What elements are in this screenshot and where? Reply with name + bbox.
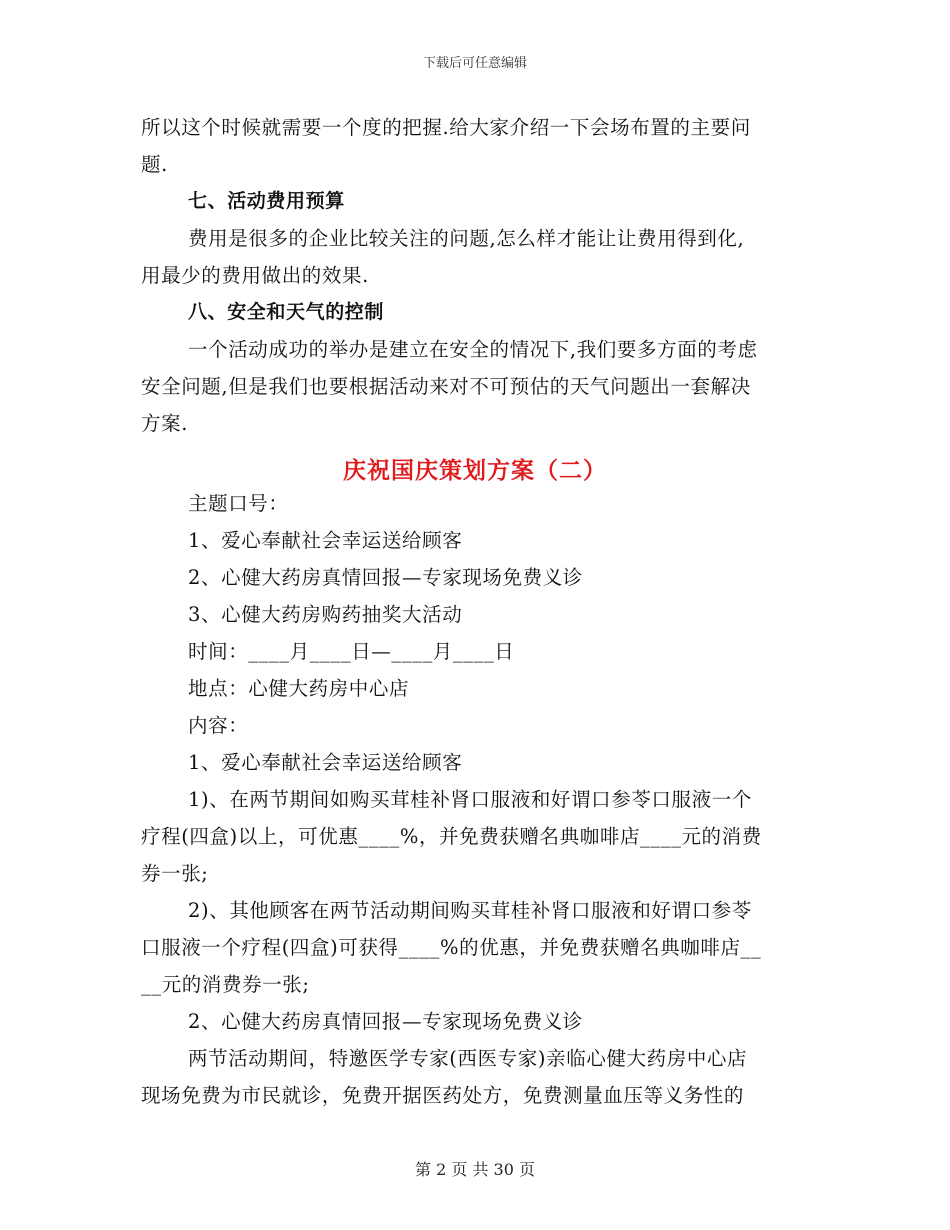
paragraph-line: 疗程(四盒)以上，可优惠____%，并免费获赠名典咖啡店____元的消费 (141, 825, 762, 848)
section-heading-safety: 八、安全和天气的控制 (188, 301, 385, 323)
document-title: 庆祝国庆策划方案（二） (343, 458, 607, 484)
event-time: 时间：____月____日—____月____日 (188, 640, 515, 663)
content-heading: 1、爱心奉献社会幸运送给顾客 (188, 751, 463, 774)
paragraph-line: 题. (141, 153, 168, 176)
paragraph-line: 1)、在两节期间如购买茸桂补肾口服液和好谓口参苓口服液一个 (188, 788, 752, 811)
page-header: 下载后可任意编辑 (422, 56, 527, 71)
paragraph-line: 安全问题,但是我们也要根据活动来对不可预估的天气问题出一套解决 (141, 375, 751, 398)
paragraph-line: 券一张; (141, 862, 209, 885)
paragraph-line: 2)、其他顾客在两节活动期间购买茸桂补肾口服液和好谓口参苓 (188, 899, 752, 922)
paragraph-line: 用最少的费用做出的效果. (141, 264, 369, 287)
section-heading-budget: 七、活动费用预算 (188, 190, 345, 212)
paragraph-line: 口服液一个疗程(四盒)可获得____%的优惠，并免费获赠名典咖啡店__ (141, 936, 762, 959)
paragraph-line: 现场免费为市民就诊，免费开据医药处方，免费测量血压等义务性的 (141, 1084, 745, 1107)
content-label: 内容： (188, 714, 249, 737)
event-place: 地点：心健大药房中心店 (188, 677, 410, 700)
slogan-item: 1、爱心奉献社会幸运送给顾客 (188, 529, 463, 552)
paragraph-line: 方案. (141, 412, 188, 435)
page-footer: 第 2 页 共 30 页 (415, 1160, 535, 1179)
paragraph-line: __元的消费券一张; (141, 973, 310, 996)
slogan-item: 2、心健大药房真情回报—专家现场免费义诊 (188, 566, 583, 589)
paragraph-line: 所以这个时候就需要一个度的把握.给大家介绍一下会场布置的主要问 (141, 116, 751, 139)
theme-label: 主题口号： (188, 492, 289, 515)
paragraph-line: 费用是很多的企业比较关注的问题,怎么样才能让让费用得到化, (188, 227, 745, 250)
slogan-item: 3、心健大药房购药抽奖大活动 (188, 603, 463, 626)
content-heading: 2、心健大药房真情回报—专家现场免费义诊 (188, 1010, 583, 1033)
paragraph-line: 一个活动成功的举办是建立在安全的情况下,我们要多方面的考虑 (188, 338, 758, 361)
paragraph-line: 两节活动期间，特邀医学专家(西医专家)亲临心健大药房中心店 (188, 1047, 748, 1070)
